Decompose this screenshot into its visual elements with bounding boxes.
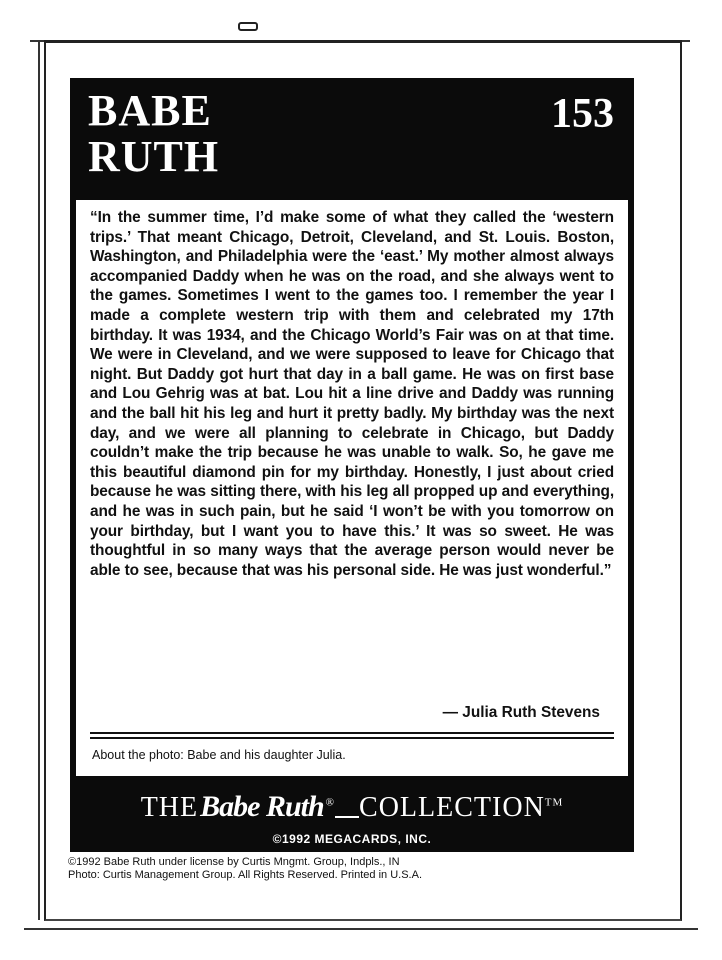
divider-rule-1 [90, 732, 614, 734]
card-number: 153 [551, 91, 614, 137]
logo-underline [335, 816, 359, 818]
logo-script-signature: Babe Ruth [200, 790, 324, 823]
card-copyright: ©1992 MEGACARDS, INC. [272, 832, 432, 846]
registered-mark: ® [325, 796, 336, 809]
logo-the: THE [140, 792, 199, 823]
trading-card-back [70, 78, 634, 852]
photo-caption: About the photo: Babe and his daughter Julia. [92, 748, 346, 762]
collection-logo [70, 790, 634, 824]
card-header [70, 78, 634, 198]
scan-line-left [38, 40, 40, 920]
logo-collection: COLLECTION [359, 792, 545, 823]
scan-line-bottom [24, 928, 698, 930]
trademark-mark: TM [544, 796, 564, 809]
quote-panel [76, 200, 628, 776]
quote-attribution: — Julia Ruth Stevens [442, 704, 600, 721]
legal-notice [68, 856, 628, 882]
quote-text: “In the summer time, I’d make some of what they called the ‘western trips.’ That meant Chicago, Detroit, Cleveland, and St. Louis. Boston, Washington, and Philadelphia were the ‘east.’ My mother almost always accompanied Daddy when he was on the road, and she always went to the games. Sometimes I went to the games too. I remember the year I made a complete western trip with them and celebrated my 17th birthday. It was 1934, and the Chicago World’s Fair was on at that time. We were in Cleveland, and we were supposed to leave for Chicago that night. But Daddy got hurt that day in a ball game. He was on first base and Lou Gehrig was at bat. Lou hit a line drive and Daddy was running and the ball hit his leg and hurt it pretty badly. My birthday was the next day, and we were all planning to celebrate in Chicago, but Daddy couldn’t make the trip because he was unable to walk. So, he gave me this beautiful diamond pin for my birthday. Honestly, I just about cried because he was sitting there, with his leg all propped up and everything, and he was in such pain, but he said ‘I won’t be with you tomorrow on your birthday, but I want you to have this.’ It was so sweet. He was thoughtful in so many ways that the average person would never be able to see, because that was his personal side. He was just wonderful.” [90, 209, 614, 579]
divider-rule-2 [90, 737, 614, 739]
player-name: BABE RUTH [88, 86, 220, 181]
legal-line-2: Photo: Curtis Management Group. All Rights Reserved. Printed in U.S.A. [68, 869, 422, 881]
legal-line-1: ©1992 Babe Ruth under license by Curtis Mngmt. Group, Indpls., IN [68, 856, 400, 868]
scan-mark [238, 22, 258, 31]
